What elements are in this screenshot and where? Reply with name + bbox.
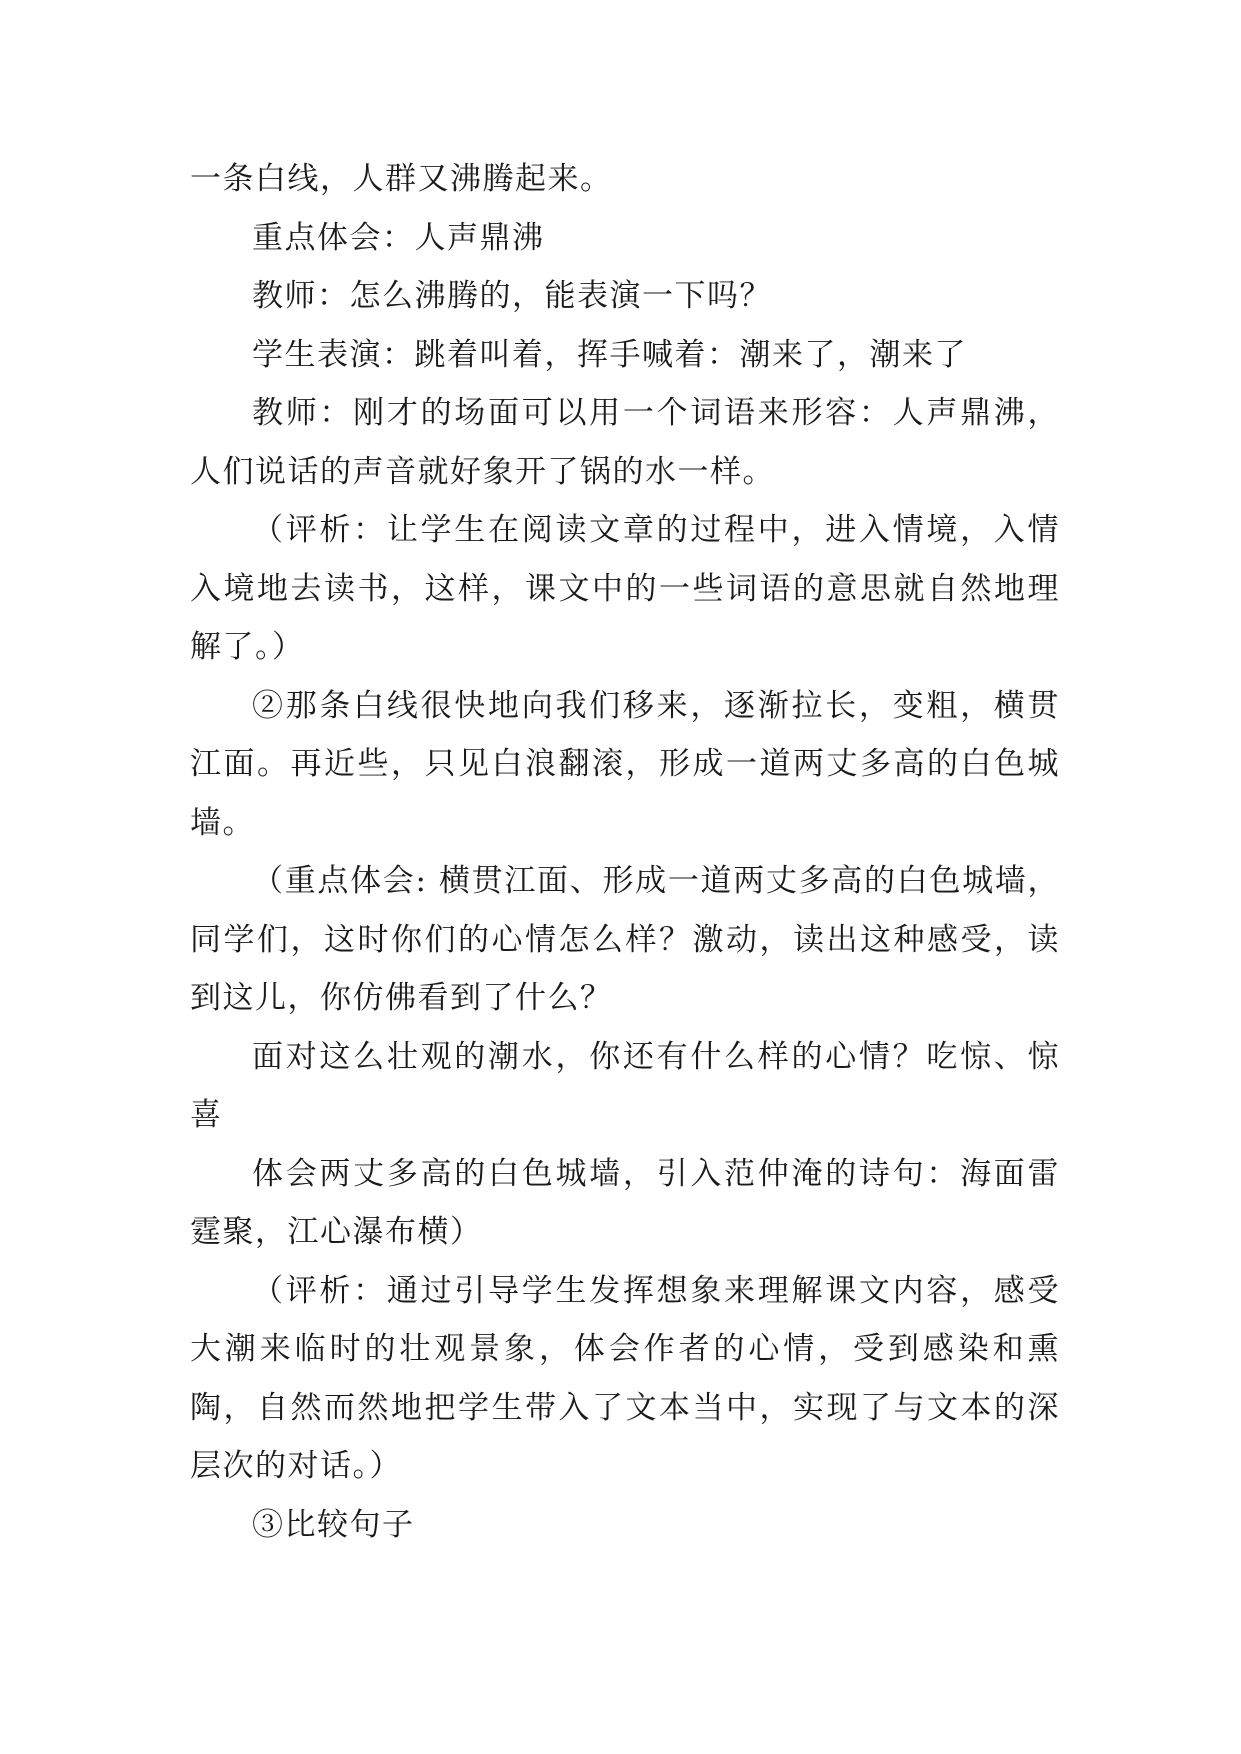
- paragraph-comment-2: （评析：通过引导学生发挥想象来理解课文内容，感受大潮来临时的壮观景象，体会作者的心情，受到感染和熏陶，自然而然地把学生带入了文本当中，实现了与文本的深层次的对话。）: [190, 1272, 1060, 1484]
- document-body: [190, 150, 1060, 1554]
- paragraph-compare-sentences: ③比较句子: [252, 1506, 415, 1543]
- paragraph-teacher-explanation: 教师：刚才的场面可以用一个词语来形容：人声鼎沸，人们说话的声音就好象开了锅的水一样。: [190, 395, 1060, 490]
- paragraph-feelings: 面对这么壮观的潮水，你还有什么样的心情？吃惊、惊喜: [190, 1038, 1060, 1133]
- paragraph-comment-1: （评析：让学生在阅读文章的过程中，进入情境，入情入境地去读书，这样，课文中的一些词语的意思就自然地理解了。）: [190, 512, 1060, 665]
- paragraph-continuation: 一条白线，人群又沸腾起来。: [190, 161, 613, 197]
- paragraph-student-performance: 学生表演：跳着叫着，挥手喊着：潮来了，潮来了: [252, 336, 967, 373]
- paragraph-key-point: 重点体会：人声鼎沸: [252, 219, 545, 256]
- paragraph-text-2: ②那条白线很快地向我们移来，逐渐拉长，变粗，横贯江面。再近些，只见白浪翻滚，形成一道两丈多高的白色城墙。: [190, 687, 1060, 841]
- paragraph-teacher-question: 教师：怎么沸腾的，能表演一下吗？: [252, 278, 772, 314]
- paragraph-key-point-2: （重点体会: 横贯江面、形成一道两丈多高的白色城墙，同学们，这时你们的心情怎么样？激动，读出这种感受，读到这儿，你仿佛看到了什么？: [190, 863, 1060, 1016]
- paragraph-poem: 体会两丈多高的白色城墙，引入范仲淹的诗句：海面雷霆聚，江心瀑布横）: [190, 1155, 1060, 1250]
